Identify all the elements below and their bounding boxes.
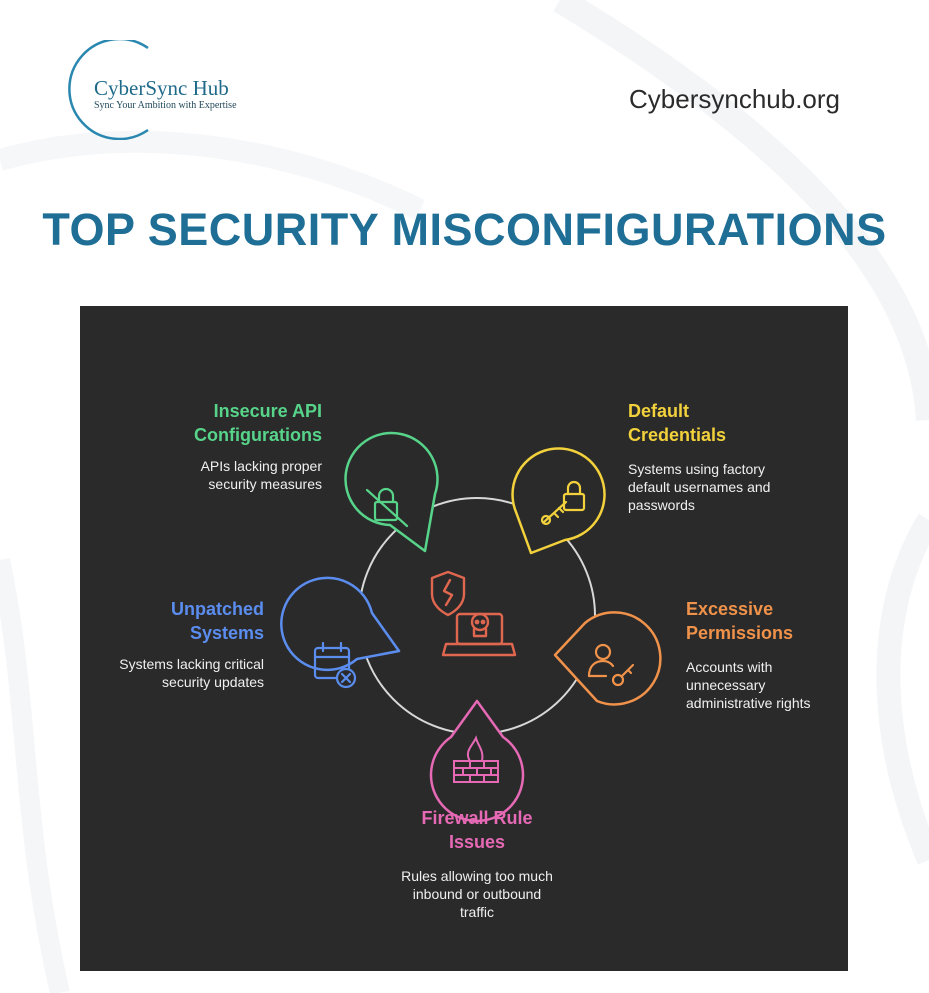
unpatched-systems-marker [281, 578, 399, 687]
default-credentials-marker [513, 448, 605, 553]
default-credentials-description: Systems using factory default usernames and passwords [628, 461, 771, 513]
excessive-permissions-description: Accounts with unnecessary administrative rights [686, 659, 811, 711]
page-title: TOP SECURITY MISCONFIGURATIONS [42, 204, 887, 255]
firewall-rule-description: Rules allowing too much inbound or outbound traffic [401, 868, 553, 920]
brand-name: CyberSync Hub [94, 76, 229, 100]
excessive-permissions-title: Excessive Permissions [686, 599, 794, 643]
website-link[interactable]: Cybersynchub.org [629, 84, 840, 114]
unpatched-systems-description: Systems lacking critical security updates [119, 656, 264, 690]
excessive-permissions-marker [555, 612, 660, 704]
brand-logo[interactable] [52, 40, 252, 140]
default-credentials-title: Default Credentials [628, 401, 727, 445]
firewall-rule-title: Firewall Rule Issues [421, 808, 533, 852]
unpatched-systems-title: Unpatched Systems [170, 599, 264, 643]
firewall-rule-marker [431, 701, 523, 821]
infographic-panel [80, 306, 848, 971]
insecure-api-description: APIs lacking proper security measures [200, 458, 322, 492]
brand-tagline: Sync Your Ambition with Expertise [94, 100, 237, 111]
insecure-api-title: Insecure API Configurations [194, 401, 322, 445]
center-icon [432, 572, 515, 655]
